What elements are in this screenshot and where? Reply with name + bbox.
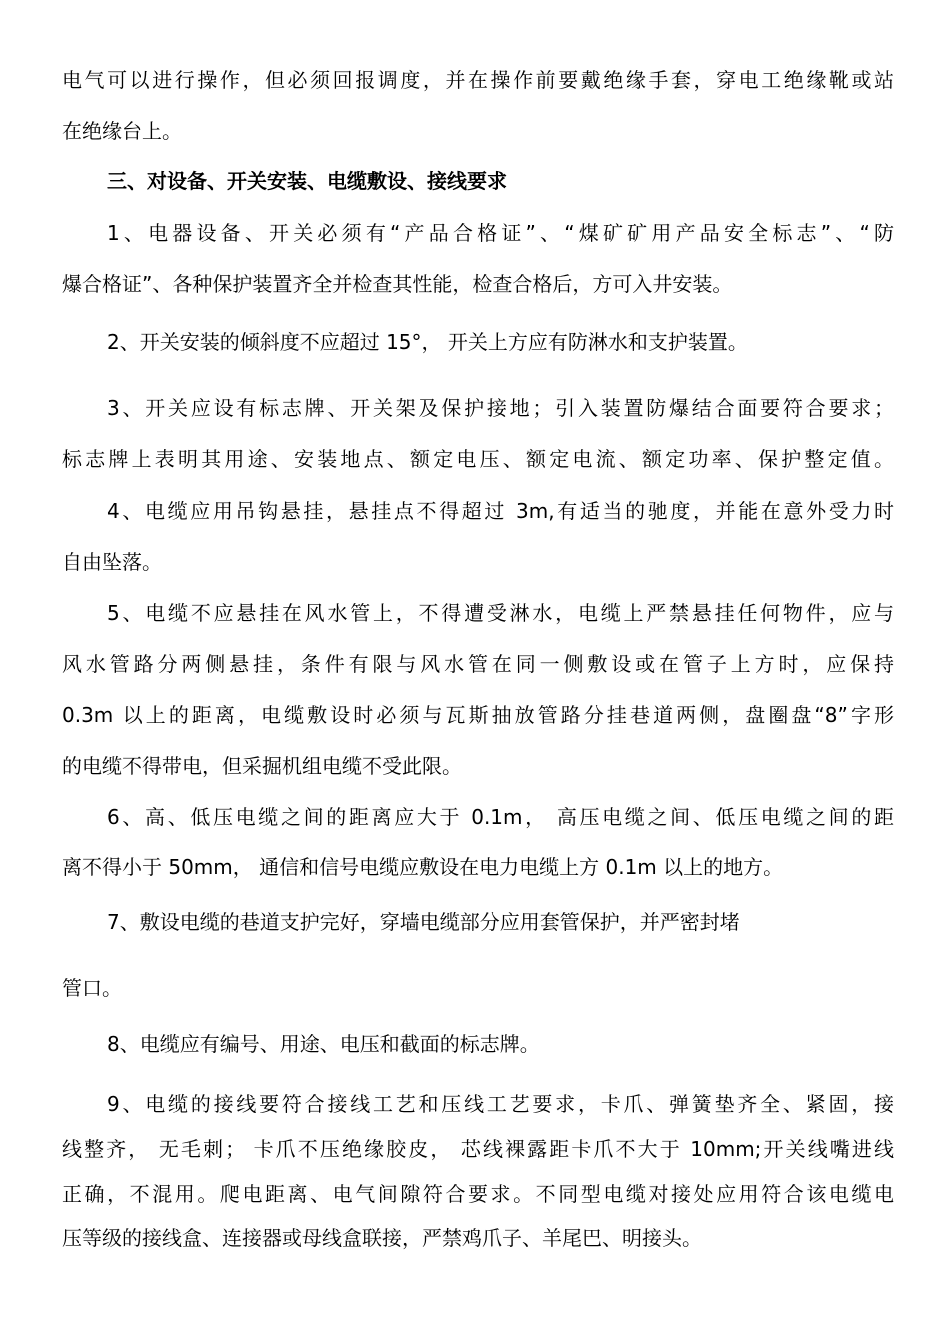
paragraph-line: 9、电缆的接线要符合接线工艺和压线工艺要求，卡爪、弹簧垫齐全、紧固，接: [107, 1092, 894, 1116]
paragraph-line: 电气可以进行操作，但必须回报调度，并在操作前要戴绝缘手套，穿电工绝缘靴或站: [62, 68, 894, 92]
paragraph-line: 线整齐， 无毛刺； 卡爪不压绝缘胶皮， 芯线裸露距卡爪不大于 10mm;开关线嘴进线: [62, 1137, 894, 1161]
paragraph-line: 爆合格证”、各种保护装置齐全并检查其性能，检查合格后，方可入井安装。: [62, 272, 733, 296]
paragraph-line: 在绝缘台上。: [62, 119, 182, 143]
paragraph-line: 4、电缆应用吊钩悬挂，悬挂点不得超过 3m,有适当的驰度，并能在意外受力时: [107, 499, 894, 523]
paragraph-line: 3、开关应设有标志牌、开关架及保护接地；引入装置防爆结合面要符合要求；: [107, 396, 894, 420]
paragraph-line: 5、电缆不应悬挂在风水管上，不得遭受淋水，电缆上严禁悬挂任何物件，应与: [107, 601, 894, 625]
paragraph-line: 2、开关安装的倾斜度不应超过 15°， 开关上方应有防淋水和支护装置。: [107, 330, 748, 354]
section-heading: 三、对设备、开关安装、电缆敷设、接线要求: [107, 169, 507, 193]
paragraph-line: 管口。: [62, 976, 122, 1000]
paragraph-line: 1、电器设备、开关必须有“产品合格证”、“煤矿矿用产品安全标志”、“防: [107, 221, 894, 245]
paragraph-line: 8、电缆应有编号、用途、电压和截面的标志牌。: [107, 1032, 540, 1056]
paragraph-line: 6、高、低压电缆之间的距离应大于 0.1m， 高压电缆之间、低压电缆之间的距: [107, 805, 894, 829]
paragraph-line: 标志牌上表明其用途、安装地点、额定电压、额定电流、额定功率、保护整定值。: [62, 447, 894, 471]
paragraph-line: 自由坠落。: [62, 550, 162, 574]
paragraph-line: 风水管路分两侧悬挂，条件有限与风水管在同一侧敷设或在管子上方时，应保持: [62, 652, 894, 676]
paragraph-line: 0.3m 以上的距离，电缆敷设时必须与瓦斯抽放管路分挂巷道两侧，盘圈盘“8”字形: [62, 703, 894, 727]
paragraph-line: 正确，不混用。爬电距离、电气间隙符合要求。不同型电缆对接处应用符合该电缆电: [62, 1182, 894, 1206]
paragraph-line: 的电缆不得带电，但采掘机组电缆不受此限。: [62, 754, 462, 778]
paragraph-line: 7、敷设电缆的巷道支护完好，穿墙电缆部分应用套管保护，并严密封堵: [107, 910, 740, 934]
paragraph-line: 压等级的接线盒、连接器或母线盒联接，严禁鸡爪子、羊尾巴、明接头。: [62, 1226, 702, 1250]
paragraph-line: 离不得小于 50mm， 通信和信号电缆应敷设在电力电缆上方 0.1m 以上的地方。: [62, 855, 784, 879]
